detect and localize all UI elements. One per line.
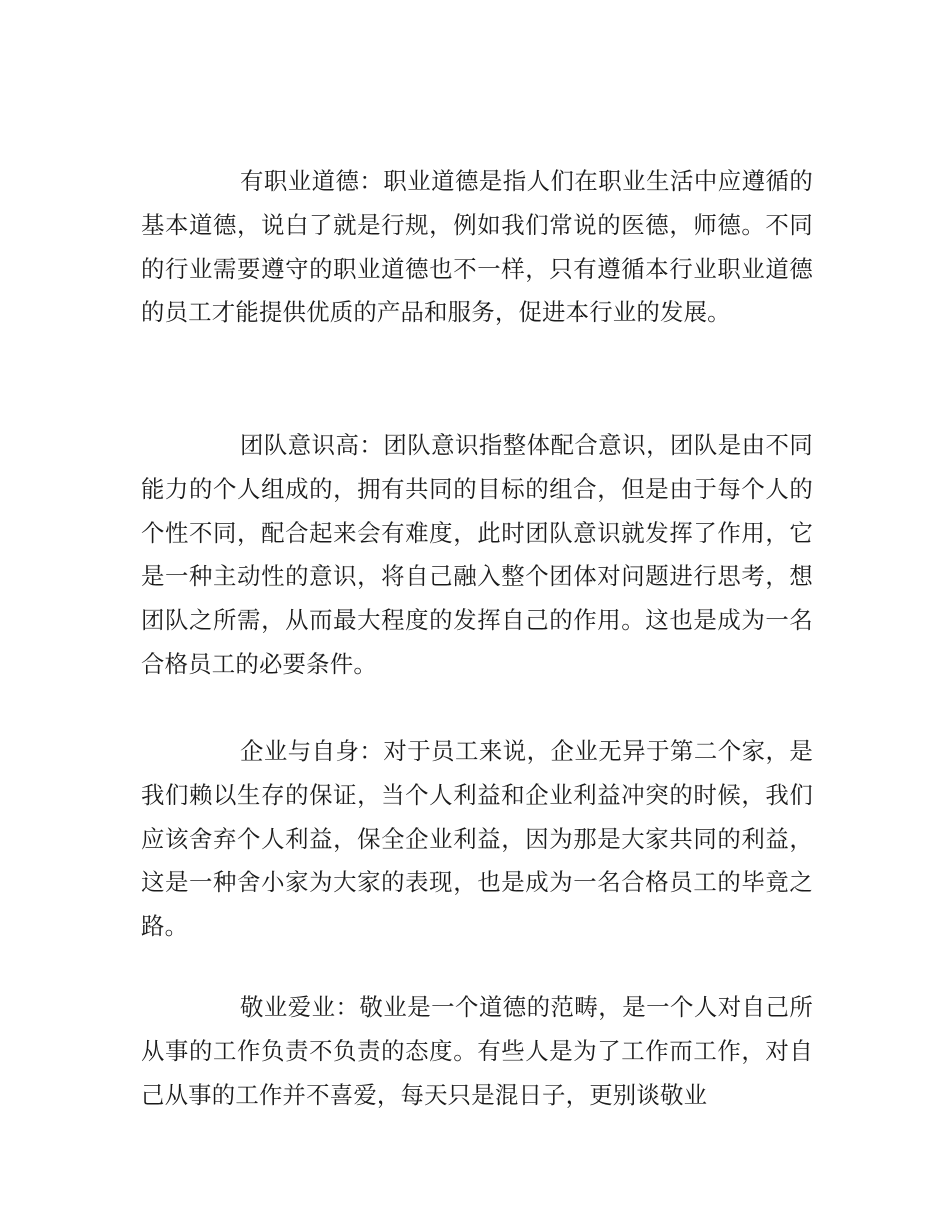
paragraph-team-awareness: 团队意识高：团队意识指整体配合意识，团队是由不同能力的个人组成的，拥有共同的目标的组合，但是由于每个人的个性不同，配合起来会有难度，此时团队意识就发挥了作用，它是一种主动性的意识，将自己融入整个团体对问题进行思考，想团队之所需，从而最大程度的发挥自己的作用。这也是成为一名合格员工的必要条件。 <box>141 431 813 678</box>
paragraph-dedication: 敬业爱业：敬业是一个道德的范畴，是一个人对自己所从事的工作负责不负责的态度。有些人是为了工作而工作，对自己从事的工作并不喜爱，每天只是混日子，更别谈敬业 <box>141 993 813 1109</box>
paragraph-professional-ethics: 有职业道德：职业道德是指人们在职业生活中应遵循的基本道德，说白了就是行规，例如我们常说的医德，师德。不同的行业需要遵守的职业道德也不一样，只有遵循本行业职业道德的员工才能提供优质的产品和服务，促进本行业的发展。 <box>141 167 813 327</box>
paragraph-enterprise-and-self: 企业与自身：对于员工来说，企业无异于第二个家，是我们赖以生存的保证，当个人利益和企业利益冲突的时候，我们应该舍弃个人利益，保全企业利益，因为那是大家共同的利益，这是一种舍小家为大家的表现，也是成为一名合格员工的毕竟之路。 <box>141 737 813 941</box>
